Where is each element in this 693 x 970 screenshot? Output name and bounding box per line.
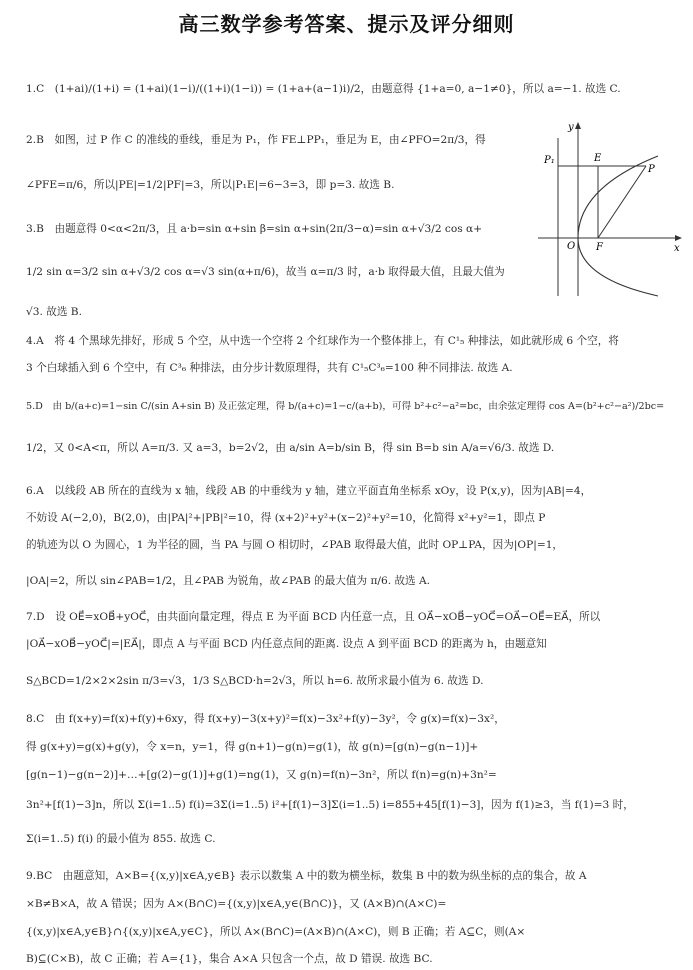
label-e: E [594,153,602,164]
answer-line: 不妨设 A(−2,0)，B(2,0)，由|PA|²+|PB|²=10，得 (x+2)²+y²+(x−2)²+y²=10，化简得 x²+y²=1，即点 P [26,512,546,524]
page-title: 高三数学参考答案、提示及评分细则 [178,12,515,36]
answer-line: 得 g(x+y)=g(x)+g(y)，令 x=n，y=1，得 g(n+1)−g(n)=g(1)，故 g(n)=[g(n)−g(n−1)]+ [26,741,479,753]
answer-line: ×B≠B×A，故 A 错误；因为 A×(B∩C)={(x,y)|x∈A,y∈(B∩C)}，又 (A×B)∩(A×C)= [26,898,447,910]
answer-line: 1/2，又 0<A<π，所以 A=π/3. 又 a=3，b=2√2，由 a/sin A=b/sin B，得 sin B=b sin A/a=√6/3. 故选 D. [26,442,555,454]
answer-line: Σ(i=1..5) f(i) 的最小值为 855. 故选 C. [26,833,216,845]
answer-line: |OA|=2，所以 sin∠PAB=1/2，且∠PAB 为锐角，故∠PAB 的最大值为 π/6. 故选 A. [26,575,431,587]
label-p: P [648,164,655,175]
parabola-figure [536,118,684,298]
label-o: O [567,241,576,252]
answer-line: 7.D 设 OE⃗=xOB⃗+yOC⃗，由共面向量定理，得点 E 为平面 BCD 内任意一点，且 OA⃗−xOB⃗−yOC⃗=OA⃗−OE⃗=EA⃗，所以 [26,611,601,623]
label-p1: P₁ [544,155,555,166]
answer-line: 5.D 由 b/(a+c)=1−sin C/(sin A+sin B) 及正弦定理，得 b/(a+c)=1−c/(a+b)，可得 b²+c²−a²=bc，由余弦定理得 cos A=(b²+c²−a²)/2bc= [26,401,665,412]
answer-line: 1.C (1+ai)/(1+i) = (1+ai)(1−i)/((1+i)(1−i)) = (1+a+(a−1)i)/2，由题意得 {1+a=0, a−1≠0}，所以 a=−1. 故选 C. [26,83,621,95]
answer-line: 3.B 由题意得 0<α<2π/3，且 a·b=sin α+sin β=sin α+sin(2π/3−α)=sin α+√3/2 cos α+ [26,223,483,235]
parabola-curve [578,156,658,296]
answer-line: 4.A 将 4 个黑球先排好，形成 5 个空，从中选一个空将 2 个红球作为一个整体排上，有 C¹₅ 种排法，如此就形成 6 个空，将 [26,335,619,347]
x-axis-arrow [675,235,682,241]
answer-line: 1/2 sin α=3/2 sin α+√3/2 cos α=√3 sin(α+π/6)，故当 α=π/3 时，a·b 取得最大值，且最大值为 [26,266,505,278]
label-f: F [596,242,603,253]
answer-line: 的轨迹为以 O 为圆心，1 为半径的圆，当 PA 与圆 O 相切时，∠PAB 取得最大值，此时 OP⊥PA，因为|OP|=1， [26,539,564,551]
label-x: x [674,243,680,254]
answer-line: |OA⃗−xOB⃗−yOC⃗|=|EA⃗|，即点 A 与平面 BCD 内任意点间的距离. 设点 A 到平面 BCD 的距离为 h，由题意知 [26,638,547,650]
answer-line: 9.BC 由题意知，A×B={(x,y)|x∈A,y∈B} 表示以数集 A 中的数为横坐标，数集 B 中的数为纵坐标的点的集合，故 A [26,870,587,882]
answer-line: 3n²+[f(1)−3]n，所以 Σ(i=1..5) f(i)=3Σ(i=1..5) i²+[f(1)−3]Σ(i=1..5) i=855+45[f(1)−3]，因为 f(1)≥3，当 f(1)=3 时， [26,799,634,811]
label-y: y [568,122,574,133]
answer-line: ∠PFE=π/6，所以|PE|=1/2|PF|=3，所以|P₁E|=6−3=3，即 p=3. 故选 B. [26,179,395,191]
answer-line: S△BCD=1/2×2×2sin π/3=√3，1/3 S△BCD·h=2√3，所以 h=6. 故所求最小值为 6. 故选 D. [26,675,484,687]
answer-line: √3. 故选 B. [26,306,82,318]
answer-line: 2.B 如图，过 P 作 C 的准线的垂线，垂足为 P₁，作 FE⊥PP₁，垂足为 E，由∠PFO=2π/3，得 [26,134,486,146]
answer-line: 8.C 由 f(x+y)=f(x)+f(y)+6xy，得 f(x+y)−3(x+y)²=f(x)−3x²+f(y)−3y²，令 g(x)=f(x)−3x²， [26,713,505,725]
y-axis-arrow [575,122,581,129]
answer-line: {(x,y)|x∈A,y∈B}∩{(x,y)|x∈A,y∈C}，所以 A×(B∩C)=(A×B)∩(A×C)，则 B 正确；若 A⊆C，则(A× [26,926,526,938]
answer-line: 3 个白球插入到 6 个空中，有 C³₆ 种排法，由分步计数原理得，共有 C¹₅C³₆=100 种不同排法. 故选 A. [26,362,513,374]
segment-fp [598,166,646,238]
answer-line: 6.A 以线段 AB 所在的直线为 x 轴，线段 AB 的中垂线为 y 轴，建立平面直角坐标系 xOy，设 P(x,y)，因为|AB|=4， [26,485,592,497]
answer-line: B)⊆(C×B)，故 C 正确；若 A={1}，集合 A×A 只包含一个点，故 D 错误. 故选 BC. [26,953,433,965]
answer-line: [g(n−1)−g(n−2)]+…+[g(2)−g(1)]+g(1)=ng(1)，又 g(n)=f(n)−3n²，所以 f(n)=g(n)+3n²= [26,769,497,781]
